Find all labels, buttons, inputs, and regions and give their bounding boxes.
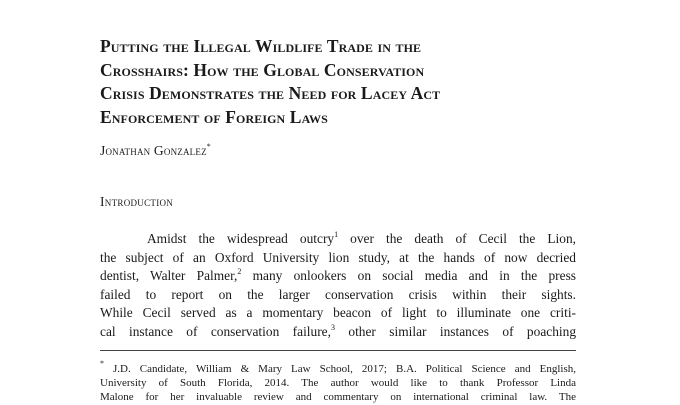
footnote-mark: * bbox=[100, 359, 104, 368]
title-line: Putting the Illegal Wildlife Trade in the bbox=[100, 36, 422, 56]
footnote-divider bbox=[100, 350, 576, 351]
author-name: Jonathan Gonzalez bbox=[100, 143, 207, 158]
footnote-ref[interactable]: 3 bbox=[330, 322, 335, 332]
title-line: Enforcement of Foreign Laws bbox=[100, 106, 328, 127]
author-footnote-mark[interactable]: * bbox=[206, 142, 211, 151]
footnote bbox=[100, 359, 576, 405]
title-line: Crisis Demonstrates the Need for Lacey Act bbox=[100, 83, 441, 103]
article-title bbox=[100, 35, 570, 129]
footnote-ref[interactable]: 2 bbox=[237, 267, 242, 277]
body-line: Amidst the widespread outcry$^1$ over the death of Cecil the Lion, bbox=[147, 230, 576, 246]
footnote-ref[interactable]: 1 bbox=[334, 230, 339, 239]
author-byline bbox=[100, 143, 211, 159]
footnote-line: Malone for her invaluable review and commentary on international criminal law. The bbox=[100, 391, 576, 404]
title-line: Crosshairs: How the Global Conservation bbox=[100, 59, 425, 80]
body-paragraph bbox=[100, 230, 576, 342]
footnote-line: * J.D. Candidate, William & Mary Law School, 2017; B.A. Political Science and English, bbox=[100, 359, 576, 375]
footnote-line: University of South Florida, 2014. The author would like to thank Professor Linda bbox=[100, 377, 576, 390]
body-line: cal instance of conservation failure,$^3$ other similar instances of poaching bbox=[100, 322, 577, 339]
body-line: dentist, Walter Palmer,$^2$ many onlookers on social media and in the press bbox=[100, 267, 576, 284]
body-line: While Cecil served as a momentary beacon of light to illuminate one criti- bbox=[100, 305, 576, 321]
section-heading: Introduction bbox=[100, 194, 174, 209]
body-line: failed to report on the larger conservation crisis within their sights. bbox=[100, 286, 576, 302]
body-line: the subject of an Oxford University lion study, at the hands of now decried bbox=[100, 249, 576, 265]
